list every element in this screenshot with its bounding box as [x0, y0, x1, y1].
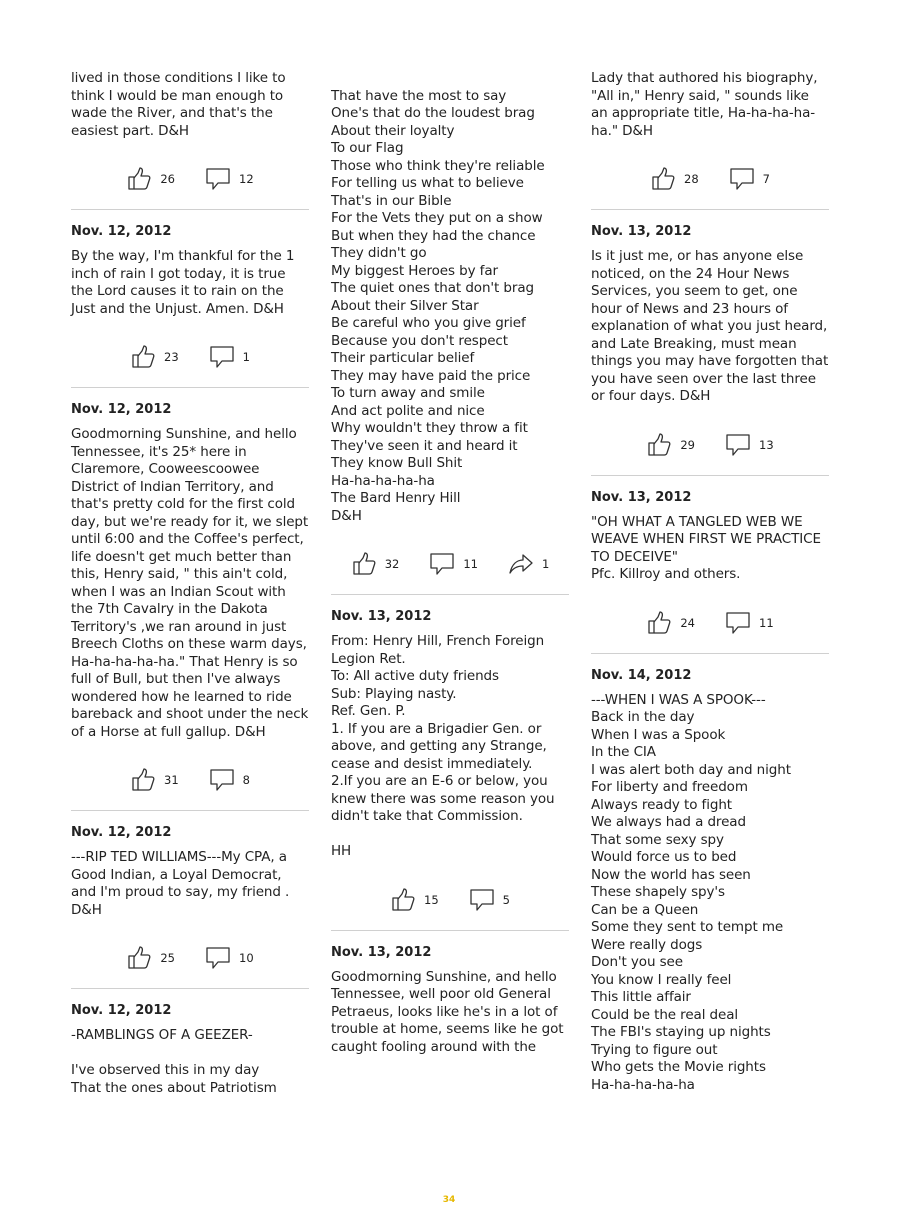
- divider: [71, 810, 309, 811]
- post-text: Goodmorning Sunshine, and hello Tennessee, it's 25* here in Claremore, Cooweescoowee District of Indian Territory, and that's pretty cold for the first cold day, but we're ready for it, we slept until 6:00 and the Coffee's perfect, life doesn't get much better than this, Henry said, " this ain't cold, when I was an Indian Scout with the 7th Cavalry in the Dakota Territory's ,we ran around in just Breech Cloths on these warm days, Ha-ha-ha-ha-ha." That Henry is so full of Bull, but then I've always wondered how he learned to ride bareback and shoot under the neck of a Horse at full gallup. D&H: [71, 426, 309, 740]
- comment-button[interactable]: [729, 166, 770, 192]
- like-icon: [126, 166, 152, 192]
- comment-icon: [725, 610, 751, 636]
- like-count: 15: [424, 892, 439, 907]
- like-count: 32: [384, 557, 400, 571]
- post-text: Goodmorning Sunshine, and hello Tennessee, well poor old General Petraeus, looks like he's in a lot of trouble at home, seems like he got caught fooling around with the: [331, 968, 564, 1055]
- post-stats: [591, 610, 829, 636]
- comment-icon: [205, 945, 231, 971]
- post-date: Nov. 14, 2012: [591, 667, 692, 683]
- like-icon: [130, 344, 156, 370]
- like-count: 28: [684, 172, 699, 186]
- comment-icon: [205, 166, 231, 192]
- comment-button[interactable]: [725, 610, 774, 636]
- comment-count: 13: [759, 437, 774, 452]
- post: [331, 70, 569, 595]
- column-middle: [331, 70, 569, 1056]
- post-text: Lady that authored his biography, "All in," Henry said, " sounds like an appropriate title, Ha-ha-ha-ha-ha." D&H: [591, 70, 818, 139]
- like-button[interactable]: [126, 945, 175, 971]
- post-text: "OH WHAT A TANGLED WEB WE WEAVE WHEN FIRST WE PRACTICE TO DECEIVE" Pfc. Killroy and others.: [591, 513, 821, 582]
- like-count: 26: [160, 172, 175, 186]
- post-stats: [331, 551, 569, 577]
- post: [591, 70, 829, 210]
- like-count: 29: [680, 437, 695, 452]
- comment-icon: [209, 767, 235, 793]
- comment-icon: [469, 887, 495, 913]
- comment-count: 10: [239, 951, 254, 965]
- like-icon: [390, 887, 416, 913]
- comment-button[interactable]: [209, 767, 250, 793]
- divider: [591, 475, 829, 476]
- post-text: lived in those conditions I like to think I would be man enough to wade the River, and that's the easiest part. D&H: [71, 70, 286, 139]
- comment-count: 1: [242, 350, 250, 364]
- comment-button[interactable]: [469, 887, 510, 913]
- like-count: 25: [160, 951, 175, 965]
- divider: [591, 209, 829, 210]
- divider: [71, 988, 309, 989]
- comment-icon: [725, 432, 751, 458]
- post-text: From: Henry Hill, French Foreign Legion Ret. To: All active duty friends Sub: Playing nasty. Ref. Gen. P. 1. If you are a Brigadier Gen. or above, and getting any Strange, cease and desist immediately. 2.If you are an E-6 or below, you knew there was some reason you didn't take that Commission. HH: [331, 633, 555, 859]
- post-text: Is it just me, or has anyone else noticed, on the 24 Hour News Services, you seem to get, one hour of News and 23 hours of explanation of what you just heard, and Late Breaking, must mean things you may have forgotten that you have seen over the last three or four days. D&H: [591, 248, 829, 404]
- comment-button[interactable]: [725, 432, 774, 458]
- post-text: That have the most to say One's that do the loudest brag About their loyalty To our Flag Those who think they're reliable For telling us what to believe That's in our Bible For the Vets they put on a show But when they had the chance They didn't go My biggest Heroes by far The quiet ones that don't brag About their Silver Star Be careful who you give grief Because you don't respect Their particular belief They may have paid the price To turn away and smile And act polite and nice Why wouldn't they throw a fit They've seen it and heard it They know Bull Shit Ha-ha-ha-ha-ha The Bard Henry Hill D&H: [331, 87, 545, 524]
- post-date: Nov. 13, 2012: [331, 609, 432, 624]
- like-button[interactable]: [126, 166, 175, 192]
- post-stats: [591, 166, 829, 192]
- comment-count: 8: [242, 773, 250, 787]
- post: [331, 945, 569, 1057]
- column-left: [71, 70, 309, 1097]
- comment-count: 11: [463, 557, 478, 571]
- post-date: Nov. 12, 2012: [71, 825, 172, 840]
- post: [71, 70, 309, 210]
- share-button[interactable]: [508, 551, 549, 577]
- share-count: 1: [541, 557, 550, 571]
- column-right: [591, 70, 829, 1094]
- like-count: 31: [164, 773, 179, 787]
- post: [71, 1003, 309, 1097]
- like-icon: [130, 767, 156, 793]
- like-icon: [650, 166, 676, 192]
- like-icon: [646, 610, 672, 636]
- divider: [591, 653, 829, 654]
- post: [71, 825, 309, 989]
- like-button[interactable]: [390, 887, 439, 913]
- comment-count: 5: [502, 892, 510, 907]
- divider: [71, 209, 309, 210]
- comment-icon: [209, 344, 235, 370]
- comment-count: 7: [762, 172, 770, 186]
- like-button[interactable]: [650, 166, 699, 192]
- post-date: Nov. 12, 2012: [71, 402, 172, 417]
- divider: [71, 387, 309, 388]
- post-date: Nov. 13, 2012: [331, 944, 432, 960]
- like-icon: [646, 432, 672, 458]
- post-stats: [71, 344, 309, 370]
- post-date: Nov. 13, 2012: [591, 224, 692, 239]
- post-text: ---WHEN I WAS A SPOOK--- Back in the day When I was a Spook In the CIA I was alert both day and night For liberty and freedom Always ready to fight We always had a dread That some sexy spy Would force us to bed Now the world has seen These shapely spy's Can be a Queen Some they sent to tempt me Were really dogs Don't you see You know I really feel This little affair Could be the real deal The FBI's staying up nights Trying to figure out Who gets the Movie rights Ha-ha-ha-ha-ha: [591, 691, 791, 1093]
- like-button[interactable]: [130, 344, 179, 370]
- like-icon: [351, 551, 377, 577]
- comment-button[interactable]: [205, 945, 254, 971]
- like-button[interactable]: [646, 610, 695, 636]
- post: [591, 668, 829, 1095]
- post-date: Nov. 12, 2012: [71, 1003, 172, 1018]
- like-count: 24: [680, 615, 695, 630]
- post-stats: [71, 767, 309, 793]
- post-date: Nov. 13, 2012: [591, 489, 692, 505]
- post: [591, 490, 829, 654]
- comment-icon: [429, 551, 455, 577]
- post: [591, 224, 829, 476]
- comment-button[interactable]: [209, 344, 250, 370]
- post-stats: [71, 945, 309, 971]
- post: [71, 402, 309, 811]
- post-stats: [331, 887, 569, 913]
- comment-count: 11: [759, 615, 774, 630]
- share-icon: [508, 551, 534, 577]
- like-button[interactable]: [646, 432, 695, 458]
- like-count: 23: [164, 350, 179, 364]
- comment-count: 12: [239, 172, 254, 186]
- divider: [331, 594, 569, 595]
- like-icon: [126, 945, 152, 971]
- comment-icon: [729, 166, 755, 192]
- divider: [331, 930, 569, 931]
- post-text: By the way, I'm thankful for the 1 inch of rain I got today, it is true the Lord causes it to rain on the Just and the Unjust. Amen. D&H: [71, 248, 295, 317]
- post-text: -RAMBLINGS OF A GEEZER- I've observed this in my day That the ones about Patriotism: [71, 1027, 277, 1096]
- post-stats: [71, 166, 309, 192]
- post-date: Nov. 12, 2012: [71, 224, 172, 239]
- page-number: 34: [442, 1195, 456, 1205]
- like-button[interactable]: [130, 767, 179, 793]
- post: [71, 224, 309, 388]
- post-stats: [591, 432, 829, 458]
- post: [331, 609, 569, 931]
- comment-button[interactable]: [429, 551, 478, 577]
- post-text: ---RIP TED WILLIAMS---My CPA, a Good Indian, a Loyal Democrat, and I'm proud to say, my friend . D&H: [71, 849, 290, 918]
- comment-button[interactable]: [205, 166, 254, 192]
- like-button[interactable]: [351, 551, 400, 577]
